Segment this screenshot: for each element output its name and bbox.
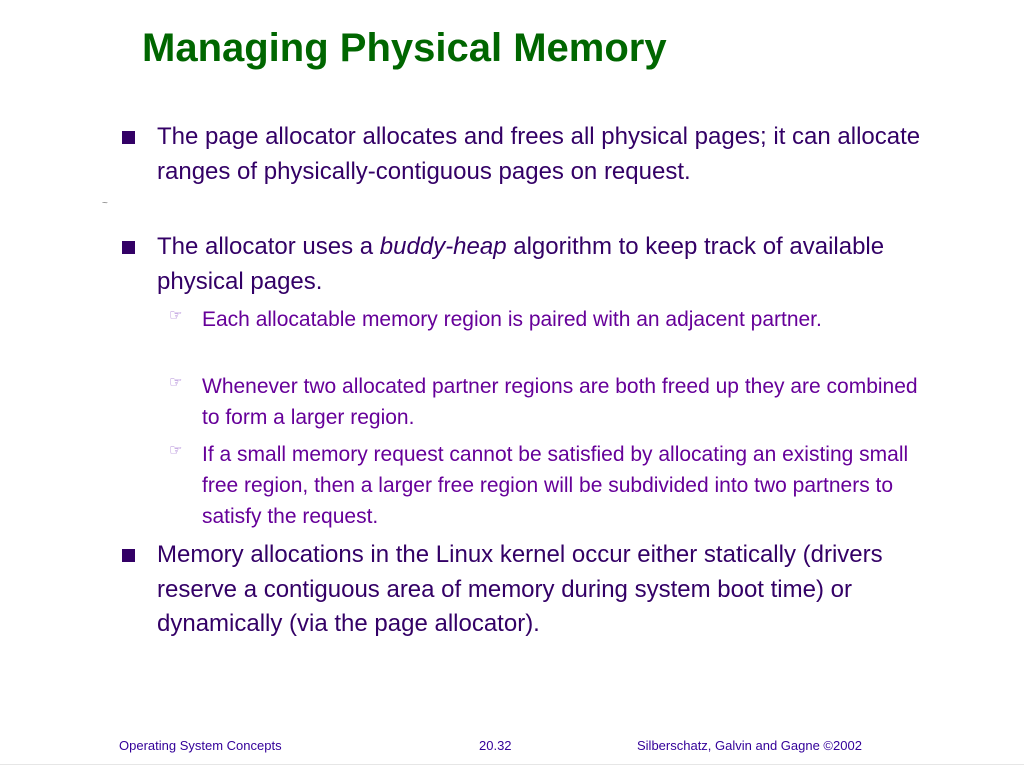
bullet-text-after: algorithm to keep track of available physical pages. <box>157 233 885 295</box>
bottom-divider <box>0 764 1024 765</box>
subbullet-text: If a small memory request cannot be satisfied by allocating an existing small free region, then a larger free region will be subdivided into two partners to satisfy the request. <box>202 443 909 528</box>
stray-mark: ~ <box>102 198 108 209</box>
subbullet-item <box>169 439 927 532</box>
bullet-item <box>157 538 927 642</box>
bullet-item <box>157 230 927 299</box>
footer-slide-number: 20.32 <box>479 738 512 753</box>
subbullet-text: Each allocatable memory region is paired with an adjacent partner. <box>202 308 822 331</box>
bullet-text: The page allocator allocates and frees all physical pages; it can allocate ranges of physically-contiguous pages on request. <box>157 123 921 185</box>
square-bullet-icon <box>122 549 135 562</box>
subbullet-text: Whenever two allocated partner regions are both freed up they are combined to form a larger region. <box>202 375 918 429</box>
slide-title: Managing Physical Memory <box>142 26 667 70</box>
subbullet-item <box>169 304 927 335</box>
footer-course-title: Operating System Concepts <box>119 738 282 753</box>
subbullet-item <box>169 371 927 433</box>
pointing-hand-icon: ☞ <box>169 307 183 324</box>
pointing-hand-icon: ☞ <box>169 374 183 391</box>
bullet-text-before: The allocator uses a <box>157 233 380 260</box>
footer-copyright: Silberschatz, Galvin and Gagne ©2002 <box>637 738 862 753</box>
square-bullet-icon <box>122 241 135 254</box>
bullet-emphasis: buddy-heap <box>379 233 507 260</box>
bullet-item <box>157 120 927 189</box>
bullet-text: Memory allocations in the Linux kernel occur either statically (drivers reserve a contiguous area of memory during system boot time) or dynamically (via the page allocator). <box>157 541 883 637</box>
pointing-hand-icon: ☞ <box>169 442 183 459</box>
square-bullet-icon <box>122 131 135 144</box>
